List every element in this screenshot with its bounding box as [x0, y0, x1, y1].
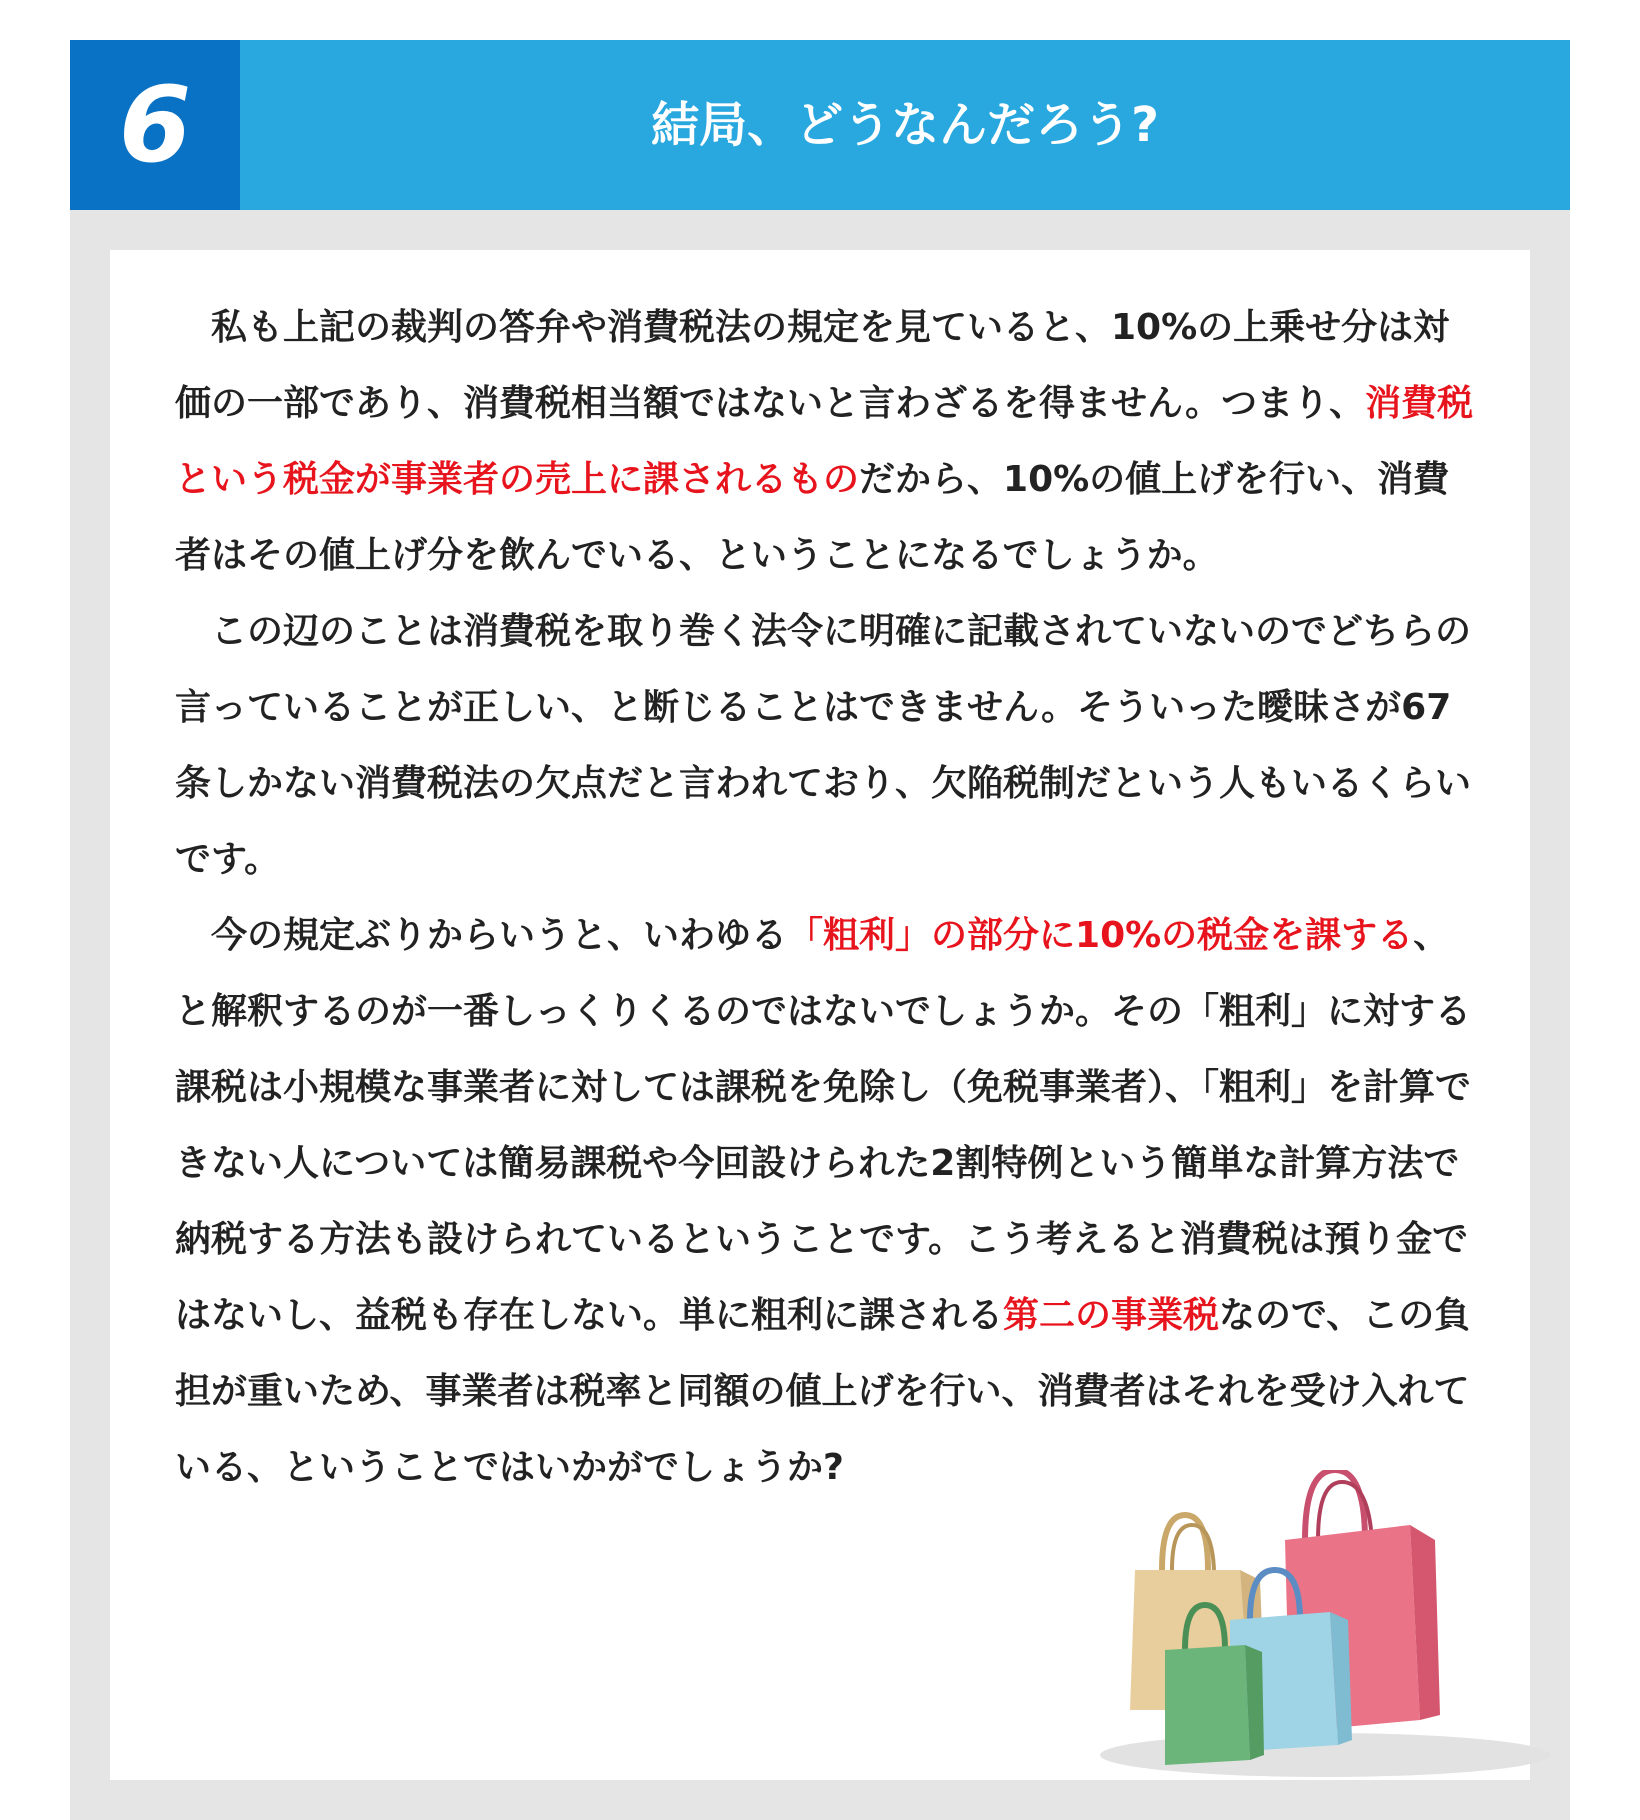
paragraph-2-text: この辺のことは消費税を取り巻く法令に明確に記載されていないのでどちらの言っていることが正しい、と断じることはできません。そういった曖昧さが67条しかない消費税法の欠点だと言われており、欠陥税制だという人もいるくらいです。: [175, 611, 1472, 880]
shopping-bags-illustration: [1090, 1470, 1550, 1780]
beige-bag-handle: [1162, 1515, 1208, 1570]
paragraph-1-text-a: 私も上記の裁判の答弁や消費税法の規定を見ていると、10%の上乗せ分は対価の一部であり、消費税相当額ではないと言わざるを得ません。つまり、: [175, 307, 1450, 424]
paragraph-3-text-a: 今の規定ぶりからいうと、いわゆる: [211, 915, 788, 956]
section-card: [70, 40, 1570, 1820]
section-title: 結局、どうなんだろう?: [651, 97, 1159, 153]
paragraph-1: [175, 290, 1485, 594]
green-bag-body: [1165, 1645, 1250, 1765]
paragraph-3-highlight-1: 「粗利」の部分に10%の税金を課する: [787, 915, 1414, 956]
content-panel: [110, 250, 1530, 1780]
paragraph-3-text-c: 、と解釈するのが一番しっくりくるのではないでしょうか。その「粗利」に対する課税は小規模な事業者に対しては課税を免除し（免税事業者）、「粗利」を計算できない人については簡易課税や今回設けられた2割特例という簡単な計算方法で納税する方法も設けられているということです。こう考えると消費税は預り金ではないし、益税も存在しない。単に粗利に課される: [175, 915, 1472, 1336]
section-header: [70, 40, 1570, 210]
section-number: 6: [70, 40, 240, 210]
paragraph-2: [175, 594, 1485, 898]
article-body: [175, 290, 1485, 1506]
paragraph-3-highlight-2: 第二の事業税: [1003, 1295, 1220, 1336]
paragraph-3-text-e: なので、この負担が重いため、事業者は税率と同額の値上げを行い、消費者はそれを受け入れている、ということではいかがでしょうか?: [175, 1295, 1471, 1488]
pink-bag-handle: [1305, 1470, 1365, 1540]
paragraph-3: [175, 898, 1485, 1506]
paragraph-1-text-c: だから、10%の値上げを行い、消費者はその値上げ分を飲んでいる、ということになるでしょうか。: [175, 459, 1450, 576]
paragraph-1-highlight: 消費税という税金が事業者の売上に課されるもの: [175, 383, 1474, 500]
